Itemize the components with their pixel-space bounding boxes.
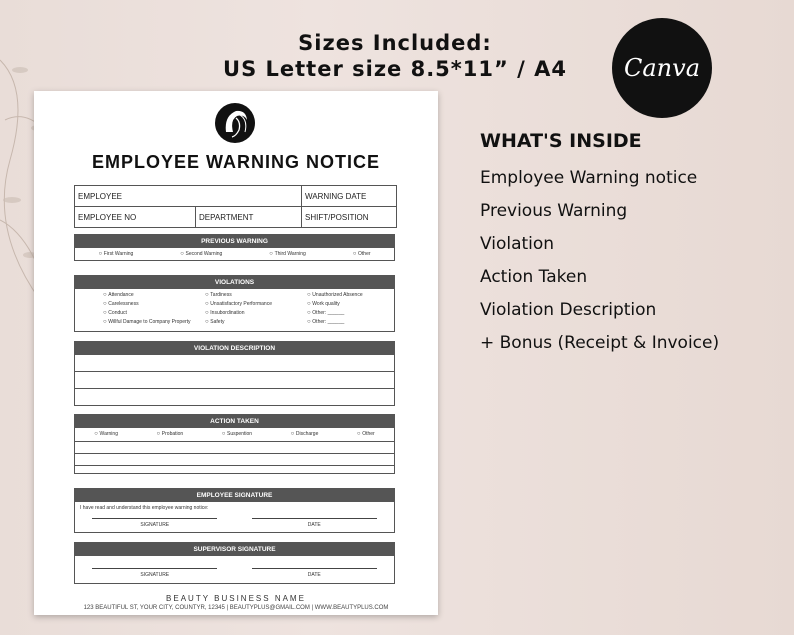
- section-header: EMPLOYEE SIGNATURE: [75, 489, 394, 502]
- checkbox-option: ○ Unauthorized Absence: [307, 292, 417, 298]
- supervisor-signature-section: [74, 542, 395, 584]
- section-header: SUPERVISOR SIGNATURE: [75, 543, 394, 556]
- checkbox-option: ○ Work quality: [307, 301, 417, 307]
- checkbox-option: ○ Carelessness: [103, 301, 205, 307]
- checkbox-option: ○ Unsatisfactory Performance: [205, 301, 307, 307]
- sizes-heading: [200, 30, 590, 82]
- date-label: DATE: [307, 572, 321, 578]
- whats-inside-title: WHAT'S INSIDE: [480, 130, 642, 152]
- business-address: 123 BEAUTIFUL ST, YOUR CITY, COUNTYR, 12345 | BEAUTYPLUS@GMAIL.COM | WWW.BEAUTYPLUS.COM: [83, 605, 389, 611]
- employee-no-field: EMPLOYEE NO: [75, 207, 196, 227]
- checkbox-option: ○ Other: [357, 431, 375, 441]
- checkbox-option: ○ Other: ______: [307, 319, 417, 325]
- checkbox-option: ○ Conduct: [103, 310, 205, 316]
- violation-description-section: [74, 341, 395, 406]
- warning-date-field: WARNING DATE: [305, 192, 367, 201]
- document-title: EMPLOYEE WARNING NOTICE: [91, 152, 381, 172]
- department-field: DEPARTMENT: [196, 207, 302, 227]
- checkbox-option: ○ Attendance: [103, 292, 205, 298]
- checkbox-option: ○ Third Warning: [269, 251, 306, 257]
- section-header: VIOLATIONS: [75, 276, 394, 289]
- employee-info-table: [74, 185, 397, 228]
- previous-warning-section: [74, 234, 395, 261]
- section-header: VIOLATION DESCRIPTION: [75, 342, 394, 355]
- checkbox-option: ○ Second Warning: [180, 251, 222, 257]
- warning-notice-document: [34, 91, 438, 615]
- checkbox-option: ○ Safety: [205, 319, 307, 325]
- sizes-line-1: Sizes Included:: [298, 31, 492, 55]
- inside-item: Employee Warning notice: [480, 168, 698, 188]
- checkbox-option: ○ Other: ______: [307, 310, 417, 316]
- checkbox-option: ○ First Warning: [98, 251, 133, 257]
- checkbox-option: ○ Tardiness: [205, 292, 307, 298]
- signature-label: SIGNATURE: [140, 522, 170, 528]
- business-name: BEAUTY BUSINESS NAME: [166, 594, 306, 603]
- canva-badge: [612, 18, 712, 118]
- section-header: ACTION TAKEN: [75, 415, 394, 428]
- inside-item: Previous Warning: [480, 201, 628, 221]
- action-taken-section: [74, 414, 395, 474]
- inside-item: Violation: [480, 234, 555, 254]
- checkbox-option: ○ Insubordination: [205, 310, 307, 316]
- checkbox-option: ○ Discharge: [291, 431, 319, 441]
- whats-inside-list: [480, 130, 780, 364]
- checkbox-option: ○ Probation: [157, 431, 184, 441]
- shift-position-field: SHIFT/POSITION: [305, 213, 369, 222]
- employee-signature-section: [74, 488, 395, 533]
- woman-silhouette-logo-icon: [214, 102, 256, 144]
- acknowledgement-text: I have read and understand this employee warning notice:: [80, 505, 209, 511]
- section-header: PREVIOUS WARNING: [75, 235, 394, 248]
- inside-item: Violation Description: [480, 300, 657, 320]
- checkbox-option: ○ Suspention: [222, 431, 252, 441]
- employee-field: EMPLOYEE: [75, 186, 302, 206]
- checkbox-option: ○ Other: [353, 251, 371, 257]
- inside-item: + Bonus (Receipt & Invoice): [480, 333, 720, 353]
- sizes-line-2: US Letter size 8.5*11” / A4: [223, 57, 567, 81]
- violations-section: [74, 275, 395, 332]
- canva-logo-text: Canva: [624, 54, 700, 82]
- signature-label: SIGNATURE: [140, 572, 170, 578]
- date-label: DATE: [307, 522, 321, 528]
- checkbox-option: ○ Warning: [94, 431, 118, 441]
- inside-item: Action Taken: [480, 267, 588, 287]
- checkbox-option: ○ Willful Damage to Company Property: [103, 319, 205, 325]
